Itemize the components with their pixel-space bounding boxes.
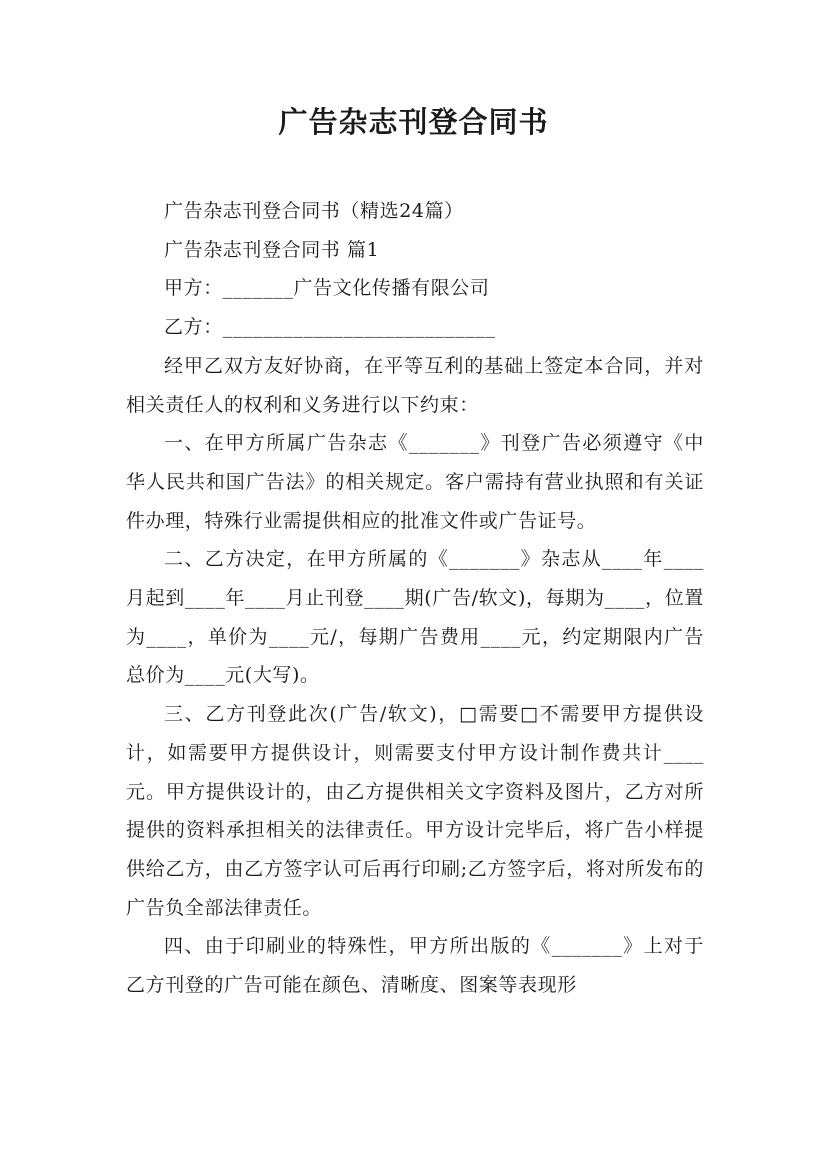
paragraph-clause-4: 四、由于印刷业的特殊性，甲方所出版的《_______》上对于乙方刊登的广告可能在颜色、清晰度、图案等表现形 [126,935,704,997]
document-title: 广告杂志刊登合同书 [278,105,549,139]
paragraph-party-b: 乙方：___________________________ [164,316,496,339]
document-body [126,192,704,1005]
paragraph-party-a: 甲方：_______广告文化传播有限公司 [164,277,490,300]
paragraph-preamble: 经甲乙双方友好协商，在平等互利的基础上签定本合同，并对相关责任人的权利和义务进行以下约束： [126,354,704,416]
paragraph-clause-3: 三、乙方刊登此次(广告/软文)，□需要□不需要甲方提供设计，如需要甲方提供设计，则需要支付甲方设计制作费共计____元。甲方提供设计的，由乙方提供相关文字资料及图片，乙方对所提供的资料承担相关的法律责任。甲方设计完毕后，将广告小样提供给乙方，由乙方签字认可后再行印刷;乙方签字后，将对所发布的广告负全部法律责任。 [126,703,704,919]
paragraph-clause-2: 二、乙方决定，在甲方所属的《_______》杂志从____年____月起到____年____月止刊登____期(广告/软文)，每期为____，位置为____，单价为____元/，每期广告费用____元，约定期限内广告总价为____元(大写)。 [126,548,704,687]
paragraph-subtitle: 广告杂志刊登合同书（精选24篇） [164,200,464,222]
paragraph-section-heading: 广告杂志刊登合同书 篇1 [164,238,380,261]
paragraph-clause-1: 一、在甲方所属广告杂志《_______》刊登广告必须遵守《中华人民共和国广告法》的相关规定。客户需持有营业执照和有关证件办理，特殊行业需提供相应的批准文件或广告证号。 [126,432,704,532]
